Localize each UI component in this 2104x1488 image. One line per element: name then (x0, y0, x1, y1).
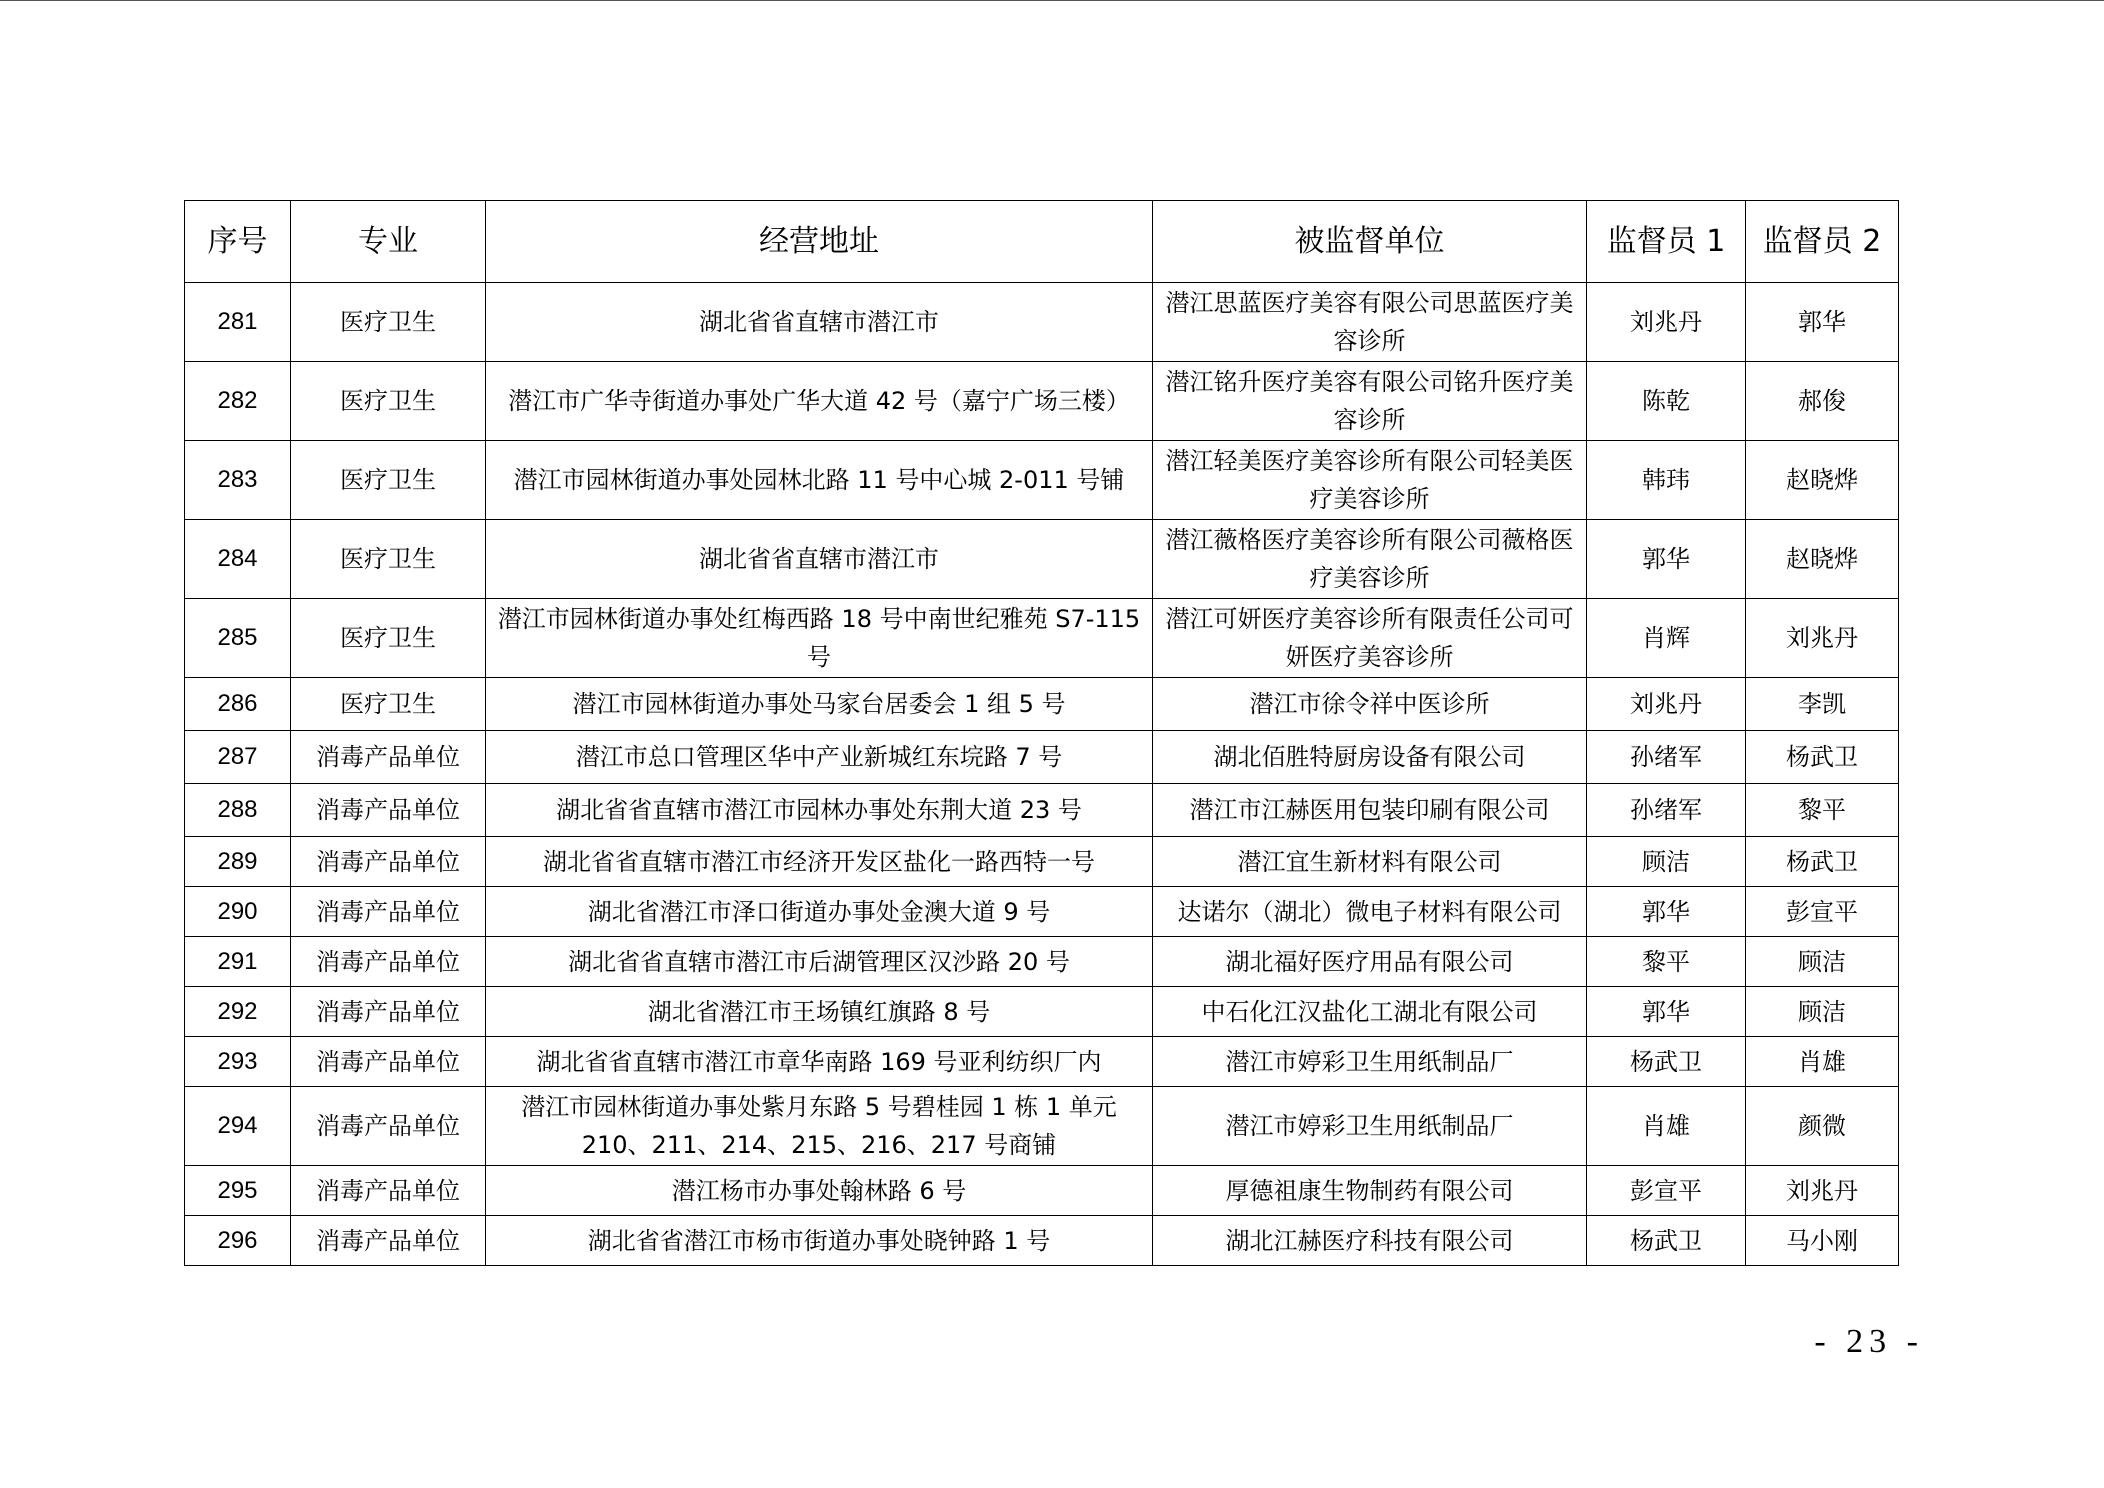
table-header-row (185, 201, 1899, 283)
supervision-table (184, 200, 1899, 1266)
cell-specialty: 消毒产品单位 (291, 987, 486, 1037)
header-supervised-unit: 被监督单位 (1153, 201, 1587, 283)
cell-supervisor-1: 郭华 (1587, 987, 1746, 1037)
cell-supervisor-2: 顾洁 (1746, 987, 1899, 1037)
cell-address: 潜江市园林街道办事处紫月东路 5 号碧桂园 1 栋 1 单元 210、211、214、215、216、217 号商铺 (486, 1087, 1153, 1166)
cell-supervisor-2: 顾洁 (1746, 937, 1899, 987)
table-row (185, 731, 1899, 784)
cell-supervised-unit: 湖北福好医疗用品有限公司 (1153, 937, 1587, 987)
cell-specialty: 医疗卫生 (291, 520, 486, 599)
cell-serial: 296 (185, 1216, 291, 1266)
cell-supervised-unit: 潜江市江赫医用包装印刷有限公司 (1153, 784, 1587, 837)
cell-specialty: 消毒产品单位 (291, 837, 486, 887)
cell-address: 潜江市广华寺街道办事处广华大道 42 号（嘉宁广场三楼） (486, 362, 1153, 441)
cell-address: 潜江市园林街道办事处园林北路 11 号中心城 2-011 号铺 (486, 441, 1153, 520)
cell-supervised-unit: 潜江轻美医疗美容诊所有限公司轻美医疗美容诊所 (1153, 441, 1587, 520)
cell-supervisor-1: 郭华 (1587, 887, 1746, 937)
cell-specialty: 医疗卫生 (291, 441, 486, 520)
cell-specialty: 消毒产品单位 (291, 1037, 486, 1087)
cell-serial: 289 (185, 837, 291, 887)
cell-supervisor-1: 刘兆丹 (1587, 678, 1746, 731)
cell-supervised-unit: 厚德祖康生物制药有限公司 (1153, 1166, 1587, 1216)
cell-serial: 287 (185, 731, 291, 784)
cell-serial: 284 (185, 520, 291, 599)
cell-serial: 288 (185, 784, 291, 837)
table-row (185, 837, 1899, 887)
cell-serial: 282 (185, 362, 291, 441)
cell-address: 湖北省省直辖市潜江市 (486, 283, 1153, 362)
cell-serial: 293 (185, 1037, 291, 1087)
cell-specialty: 消毒产品单位 (291, 937, 486, 987)
cell-supervised-unit: 中石化江汉盐化工湖北有限公司 (1153, 987, 1587, 1037)
table-row (185, 678, 1899, 731)
cell-supervisor-1: 顾洁 (1587, 837, 1746, 887)
cell-specialty: 消毒产品单位 (291, 1166, 486, 1216)
cell-supervisor-1: 肖辉 (1587, 599, 1746, 678)
cell-supervisor-1: 陈乾 (1587, 362, 1746, 441)
cell-supervised-unit: 潜江可妍医疗美容诊所有限责任公司可妍医疗美容诊所 (1153, 599, 1587, 678)
cell-specialty: 消毒产品单位 (291, 731, 486, 784)
cell-supervisor-1: 韩玮 (1587, 441, 1746, 520)
cell-supervised-unit: 潜江市婷彩卫生用纸制品厂 (1153, 1087, 1587, 1166)
cell-supervisor-2: 彭宣平 (1746, 887, 1899, 937)
cell-serial: 295 (185, 1166, 291, 1216)
cell-serial: 285 (185, 599, 291, 678)
table-row (185, 599, 1899, 678)
cell-address: 潜江市园林街道办事处马家台居委会 1 组 5 号 (486, 678, 1153, 731)
header-serial: 序号 (185, 201, 291, 283)
cell-specialty: 消毒产品单位 (291, 887, 486, 937)
cell-address: 湖北省省直辖市潜江市经济开发区盐化一路西特一号 (486, 837, 1153, 887)
cell-address: 湖北省省直辖市潜江市 (486, 520, 1153, 599)
cell-supervisor-1: 杨武卫 (1587, 1037, 1746, 1087)
cell-address: 湖北省省直辖市潜江市章华南路 169 号亚利纺织厂内 (486, 1037, 1153, 1087)
cell-supervisor-2: 杨武卫 (1746, 837, 1899, 887)
table-row (185, 362, 1899, 441)
cell-address: 湖北省省直辖市潜江市园林办事处东荆大道 23 号 (486, 784, 1153, 837)
cell-supervised-unit: 湖北佰胜特厨房设备有限公司 (1153, 731, 1587, 784)
cell-address: 潜江市总口管理区华中产业新城红东垸路 7 号 (486, 731, 1153, 784)
cell-specialty: 医疗卫生 (291, 283, 486, 362)
cell-supervised-unit: 达诺尔（湖北）微电子材料有限公司 (1153, 887, 1587, 937)
table-row (185, 283, 1899, 362)
cell-supervisor-1: 孙绪军 (1587, 731, 1746, 784)
cell-supervisor-2: 杨武卫 (1746, 731, 1899, 784)
cell-specialty: 医疗卫生 (291, 362, 486, 441)
cell-serial: 290 (185, 887, 291, 937)
table-row (185, 441, 1899, 520)
cell-supervisor-1: 肖雄 (1587, 1087, 1746, 1166)
table-row (185, 784, 1899, 837)
cell-serial: 292 (185, 987, 291, 1037)
cell-address: 湖北省省潜江市杨市街道办事处晓钟路 1 号 (486, 1216, 1153, 1266)
cell-supervised-unit: 湖北江赫医疗科技有限公司 (1153, 1216, 1587, 1266)
cell-supervisor-2: 马小刚 (1746, 1216, 1899, 1266)
cell-supervisor-1: 孙绪军 (1587, 784, 1746, 837)
cell-supervisor-2: 肖雄 (1746, 1037, 1899, 1087)
header-address: 经营地址 (486, 201, 1153, 283)
cell-supervisor-1: 杨武卫 (1587, 1216, 1746, 1266)
cell-supervisor-1: 刘兆丹 (1587, 283, 1746, 362)
cell-serial: 281 (185, 283, 291, 362)
cell-supervised-unit: 潜江思蓝医疗美容有限公司思蓝医疗美容诊所 (1153, 283, 1587, 362)
header-specialty: 专业 (291, 201, 486, 283)
cell-supervised-unit: 潜江市徐令祥中医诊所 (1153, 678, 1587, 731)
table-row (185, 1166, 1899, 1216)
cell-supervised-unit: 潜江薇格医疗美容诊所有限公司薇格医疗美容诊所 (1153, 520, 1587, 599)
table-row (185, 1037, 1899, 1087)
cell-specialty: 消毒产品单位 (291, 1087, 486, 1166)
cell-supervisor-2: 颜微 (1746, 1087, 1899, 1166)
cell-serial: 283 (185, 441, 291, 520)
cell-supervisor-2: 郝俊 (1746, 362, 1899, 441)
cell-supervisor-2: 刘兆丹 (1746, 599, 1899, 678)
cell-serial: 286 (185, 678, 291, 731)
cell-serial: 291 (185, 937, 291, 987)
table-row (185, 1087, 1899, 1166)
cell-supervised-unit: 潜江宜生新材料有限公司 (1153, 837, 1587, 887)
cell-supervisor-1: 黎平 (1587, 937, 1746, 987)
cell-supervised-unit: 潜江市婷彩卫生用纸制品厂 (1153, 1037, 1587, 1087)
cell-address: 湖北省省直辖市潜江市后湖管理区汉沙路 20 号 (486, 937, 1153, 987)
cell-supervisor-1: 郭华 (1587, 520, 1746, 599)
cell-supervisor-2: 郭华 (1746, 283, 1899, 362)
cell-supervised-unit: 潜江铭升医疗美容有限公司铭升医疗美容诊所 (1153, 362, 1587, 441)
cell-serial: 294 (185, 1087, 291, 1166)
cell-address: 湖北省潜江市泽口街道办事处金澳大道 9 号 (486, 887, 1153, 937)
table-row (185, 937, 1899, 987)
cell-specialty: 消毒产品单位 (291, 1216, 486, 1266)
cell-supervisor-2: 刘兆丹 (1746, 1166, 1899, 1216)
cell-supervisor-2: 李凯 (1746, 678, 1899, 731)
table-row (185, 520, 1899, 599)
table-row (185, 887, 1899, 937)
header-supervisor-2: 监督员 2 (1746, 201, 1899, 283)
cell-address: 潜江杨市办事处翰林路 6 号 (486, 1166, 1153, 1216)
cell-address: 潜江市园林街道办事处红梅西路 18 号中南世纪雅苑 S7-115 号 (486, 599, 1153, 678)
cell-supervisor-2: 黎平 (1746, 784, 1899, 837)
page-number: - 23 - (1814, 1323, 1924, 1360)
cell-supervisor-2: 赵晓烨 (1746, 520, 1899, 599)
cell-supervisor-2: 赵晓烨 (1746, 441, 1899, 520)
header-supervisor-1: 监督员 1 (1587, 201, 1746, 283)
cell-specialty: 医疗卫生 (291, 599, 486, 678)
cell-specialty: 消毒产品单位 (291, 784, 486, 837)
cell-address: 湖北省潜江市王场镇红旗路 8 号 (486, 987, 1153, 1037)
cell-specialty: 医疗卫生 (291, 678, 486, 731)
cell-supervisor-1: 彭宣平 (1587, 1166, 1746, 1216)
table-row (185, 987, 1899, 1037)
table-row (185, 1216, 1899, 1266)
